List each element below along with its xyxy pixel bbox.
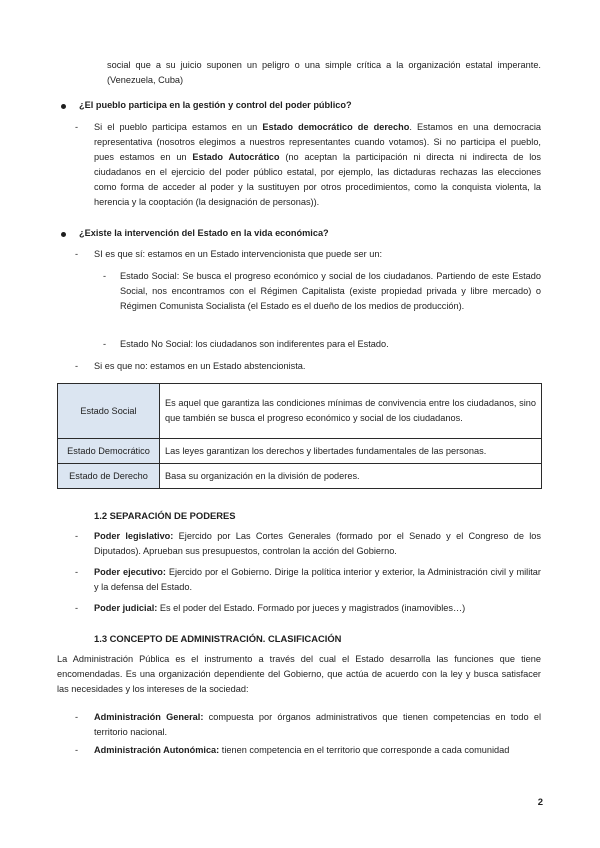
dash-marker: - [75,712,79,722]
table-text-cell: Es aquel que garantiza las condiciones mínimas de convivencia entre los ciudadanos, sino que también se busca el progreso económico y social de los ciudadanos. [160,384,542,439]
administracion-intro: La Administración Pública es el instrumento a través del cual el Estado desarrolla las funciones que tiene encomendadas. Es una organización dependiente del Gobierno, que actúa de acuerdo con la ley y busca satisfacer las necesidades y los intereses de la sociedad: [57,654,541,694]
poder-ejecutivo-item: Poder ejecutivo: Ejercido por el Gobierno. Dirige la política interior y exterior, la Administración civil y militar y la defensa del Estado. [94,567,541,592]
participation-answer: Si el pueblo participa estamos en un Estado democrático de derecho. Estamos en una democracia representativa (nosotros elegimos a nuestros representantes cuando votamos). Si no participa el pueblo, pues estamos en un Estado Autocrático (no aceptan la participación ni directa ni indirecta de los ciudadanos en el ejercicio del poder público estatal, por ejemplo, las dictaduras rechazas las elecciones como forma de acceder al poder y la sustituyen por otros procedimientos, como la conquista violenta, la herencia y la cooptación (la designación de personas)). [94,122,541,207]
estado-no-social-item: Estado No Social: los ciudadanos son indiferentes para el Estado. [120,339,389,349]
dash-marker: - [75,745,79,755]
section-heading-1-2: 1.2 SEPARACIÓN DE PODERES [94,510,236,521]
question-participation: ¿El pueblo participa en la gestión y control del poder público? [79,100,352,110]
intervention-no: Si es que no: estamos en un Estado abstencionista. [94,361,306,371]
section-heading-1-3: 1.3 CONCEPTO DE ADMINISTRACIÓN. CLASIFICACIÓN [94,633,342,644]
dash-marker: - [75,122,79,132]
state-types-table [57,383,542,489]
question-intervention: ¿Existe la intervención del Estado en la vida económica? [79,228,329,238]
estado-social-item: Estado Social: Se busca el progreso económico y social de los ciudadanos. Partiendo de este Estado Social, nos encontramos con el Régimen Capitalista (existe propiedad privada y libre mercado) o Régimen Comunista Socialista (el Estado es el dueño de los medios de producción). [120,271,541,311]
dash-marker: - [103,339,107,349]
administracion-autonomica-item: Administración Autonómica: tienen competencia en el territorio que corresponde a cada comunidad [94,745,510,755]
continuation-paragraph: social que a su juicio suponen un peligro o una simple crítica a la organización estatal imperante. (Venezuela, Cuba) [107,60,541,85]
table-row [58,384,542,439]
table-row [58,464,542,489]
dash-marker: - [75,567,79,577]
table-label-cell: Estado Democrático [58,439,160,464]
intervention-yes: SI es que sí: estamos en un Estado intervencionista que puede ser un: [94,249,383,259]
table-text-cell: Basa su organización en la división de poderes. [160,464,542,489]
administracion-general-item: Administración General: compuesta por órganos administrativos que tienen competencias en todo el territorio nacional. [94,712,541,737]
bullet-icon [61,104,66,109]
dash-marker: - [75,249,79,259]
page-number: 2 [537,797,543,808]
dash-marker: - [75,361,79,371]
table-label-cell: Estado Social [58,384,160,439]
bullet-icon [61,232,66,237]
dash-marker: - [75,603,79,613]
dash-marker: - [75,531,79,541]
poder-judicial-item: Poder judicial: Es el poder del Estado. Formado por jueces y magistrados (inamovibles…) [94,603,466,613]
table-row [58,439,542,464]
table-label-cell: Estado de Derecho [58,464,160,489]
poder-legislativo-item: Poder legislativo: Ejercido por Las Cortes Generales (formado por el Senado y el Congreso de los Diputados). Aprueban sus presupuestos, controlan la acción del Gobierno. [94,531,541,556]
table-text-cell: Las leyes garantizan los derechos y libertades fundamentales de las personas. [160,439,542,464]
dash-marker: - [103,271,107,281]
